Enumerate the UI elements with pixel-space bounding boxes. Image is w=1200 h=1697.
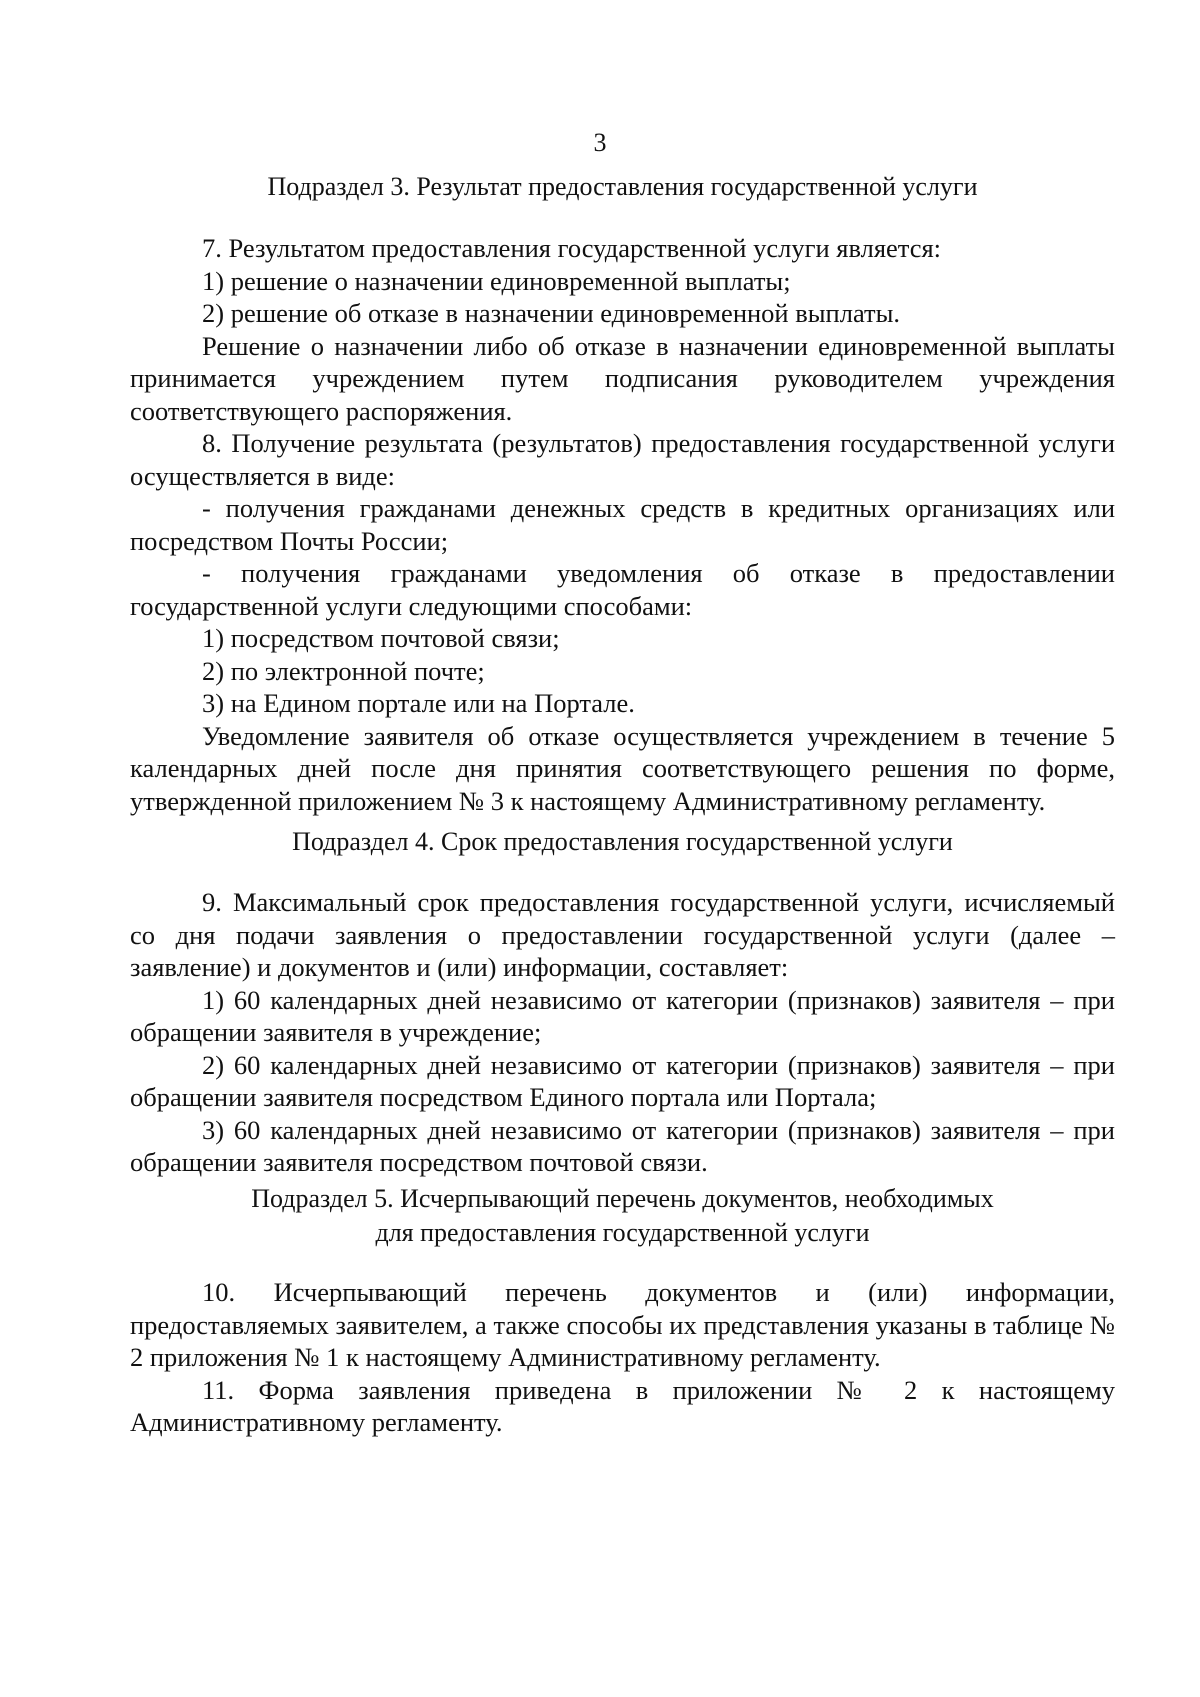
paragraph: 1) решение о назначении единовременной выплаты;: [202, 265, 791, 296]
section-5-heading-line-2: для предоставления государственной услуги: [375, 1218, 870, 1247]
section-5-body: [130, 1276, 1115, 1439]
paragraph: 10. Исчерпывающий перечень документов и (или) информации, предоставляемых заявителем, а также способы их представления указаны в таблице № 2 приложения № 1 к настоящему Административному регламенту.: [130, 1277, 1115, 1372]
paragraph: 1) 60 календарных дней независимо от категории (признаков) заявителя – при обращении заявителя в учреждение;: [130, 984, 1115, 1047]
page-number: 3: [593, 128, 607, 157]
paragraph: Решение о назначении либо об отказе в назначении единовременной выплаты принимается учреждением путем подписания руководителем учреждения соответствующего распоряжения.: [130, 330, 1115, 426]
section-5-heading: [130, 1182, 1115, 1250]
paragraph: 7. Результатом предоставления государственной услуги является:: [202, 233, 942, 263]
paragraph: 2) по электронной почте;: [202, 655, 485, 686]
paragraph: 2) 60 календарных дней независимо от категории (признаков) заявителя – при обращении заявителя посредством Единого портала или Портала;: [130, 1049, 1115, 1112]
section-4-heading: [130, 825, 1115, 859]
paragraph: - получения гражданами денежных средств в кредитных организациях или посредством Почты России;: [130, 493, 1115, 556]
section-3-heading: [130, 170, 1115, 204]
paragraph: 2) решение об отказе в назначении единовременной выплаты.: [202, 298, 901, 328]
section-5-heading-line-1: Подраздел 5. Исчерпывающий перечень документов, необходимых: [251, 1184, 994, 1213]
section-3-heading-line: Подраздел 3. Результат предоставления государственной услуги: [267, 172, 978, 201]
paragraph: 8. Получение результата (результатов) предоставления государственной услуги осуществляется в виде:: [130, 428, 1115, 491]
paragraph: 9. Максимальный срок предоставления государственной услуги, исчисляемый со дня подачи заявления о предоставлении государственной услуги (далее – заявление) и документов и (или) информации, составляет:: [130, 887, 1115, 982]
section-4-body: [130, 886, 1115, 1179]
paragraph: 1) посредством почтовой связи;: [202, 623, 560, 653]
section-4-heading-line: Подраздел 4. Срок предоставления государственной услуги: [292, 827, 953, 856]
paragraph: 11. Форма заявления приведена в приложении № 2 к настоящему Административному регламенту.: [130, 1374, 1115, 1437]
paragraph: 3) на Едином портале или на Портале.: [202, 688, 635, 718]
paragraph: Уведомление заявителя об отказе осуществляется учреждением в течение 5 календарных дней после дня принятия соответствующего решения по форме, утвержденной приложением № 3 к настоящему Административному регламенту.: [130, 720, 1115, 816]
section-3-body: [130, 232, 1115, 817]
paragraph: - получения гражданами уведомления об отказе в предоставлении государственной услуги следующими способами:: [130, 558, 1115, 621]
paragraph: 3) 60 календарных дней независимо от категории (признаков) заявителя – при обращении заявителя посредством почтовой связи.: [130, 1114, 1115, 1177]
